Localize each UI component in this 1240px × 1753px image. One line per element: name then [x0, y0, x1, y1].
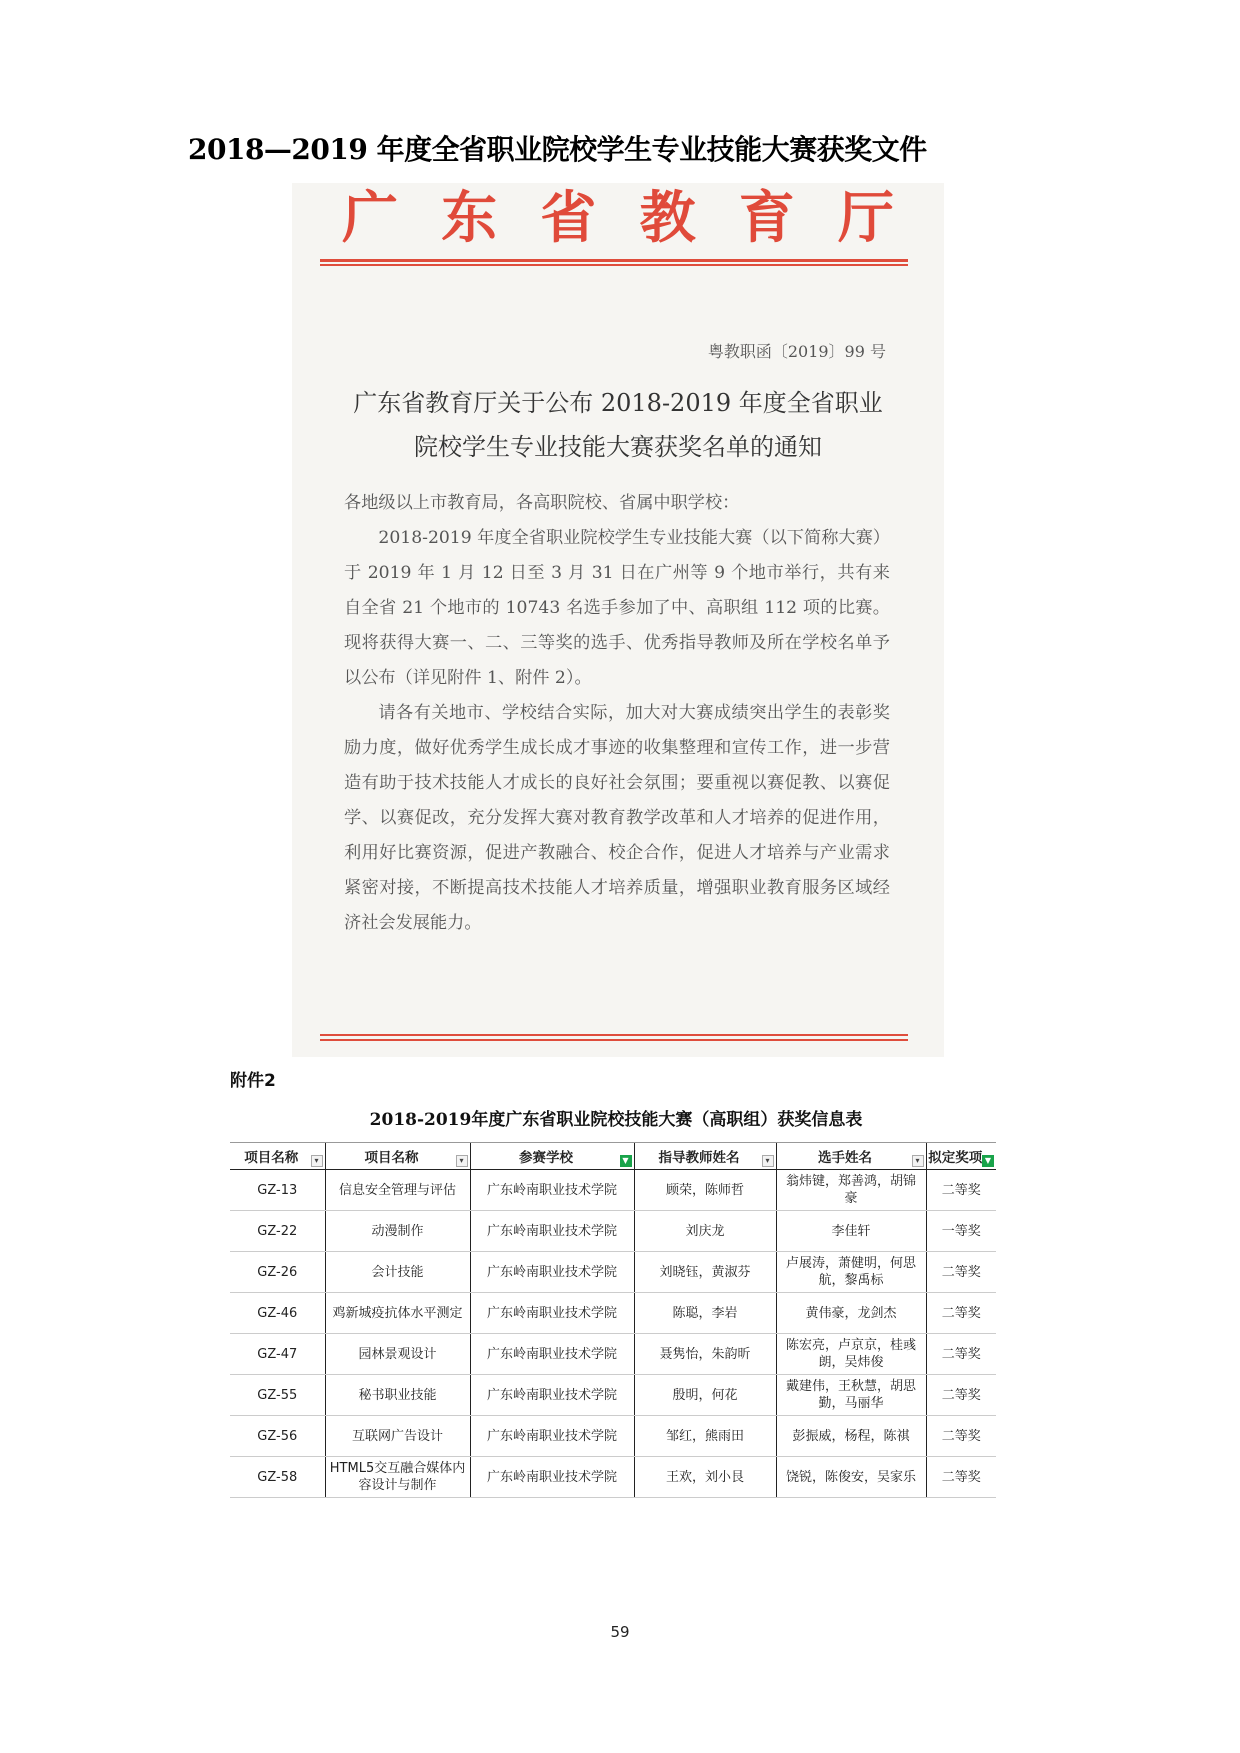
- page-number: 59: [610, 1623, 630, 1641]
- attachment-label: 附件2: [230, 1071, 276, 1091]
- cell-students: 陈宏亮，卢京京，桂彧朗，吴炜俊: [776, 1334, 926, 1375]
- cell-students: 翁炜键，郑善鸿，胡锦豪: [776, 1170, 926, 1211]
- cell-teachers: 殷明，何花: [634, 1375, 776, 1416]
- cell-school: 广东岭南职业技术学院: [470, 1416, 634, 1457]
- table-row: [230, 1334, 996, 1375]
- notice-paragraph-2: 请各有关地市、学校结合实际，加大对大赛成绩突出学生的表彰奖励力度，做好优秀学生成长成才事迹的收集整理和宣传工作，进一步营造有助于技术技能人才成长的良好社会氛围；要重视以赛促教、以赛促学、以赛促改，充分发挥大赛对教育教学改革和人才培养的促进作用，利用好比赛资源，促进产教融合、校企合作，促进人才培养与产业需求紧密对接，不断提高技术技能人才培养质量，增强职业教育服务区域经济社会发展能力。: [344, 703, 890, 933]
- cell-students: 饶锐，陈俊安，吴家乐: [776, 1457, 926, 1498]
- cell-school: 广东岭南职业技术学院: [470, 1334, 634, 1375]
- table-row: [230, 1170, 996, 1211]
- filter-active-icon[interactable]: ▼: [620, 1155, 632, 1167]
- cell-teachers: 王欢，刘小艮: [634, 1457, 776, 1498]
- table-row: [230, 1293, 996, 1334]
- header-cell[interactable]: 指导教师姓名 ▾: [634, 1143, 776, 1170]
- letterhead-rule: [320, 259, 908, 262]
- cell-teachers: 陈聪，李岩: [634, 1293, 776, 1334]
- cell-project: 会计技能: [325, 1252, 470, 1293]
- cell-school: 广东岭南职业技术学院: [470, 1170, 634, 1211]
- cell-school: 广东岭南职业技术学院: [470, 1252, 634, 1293]
- cell-teachers: 聂隽怡，朱韵昕: [634, 1334, 776, 1375]
- cell-code: GZ-56: [230, 1416, 325, 1457]
- cell-code: GZ-58: [230, 1457, 325, 1498]
- cell-students: 李佳轩: [776, 1211, 926, 1252]
- notice-paragraph-1: 2018-2019 年度全省职业院校学生专业技能大赛（以下简称大赛）于 2019 年 1 月 12 日至 3 月 31 日在广州等 9 个地市举行，共有来自全省 21 个地市的 10743 名选手参加了中、高职组 112 项的比赛。现将获得大赛一、二、三等奖的选手、优秀指导教师及所在学校名单予以公布（详见附件 1、附件 2）。: [344, 528, 890, 688]
- document-number: 粤教职函〔2019〕99 号: [707, 342, 886, 361]
- footer-rule-thin: [320, 1039, 908, 1041]
- header-cell[interactable]: 项目名称 ▾: [230, 1143, 325, 1170]
- cell-project: 鸡新城疫抗体水平测定: [325, 1293, 470, 1334]
- table-row: [230, 1252, 996, 1293]
- header-cell[interactable]: 拟定奖项 ▼: [926, 1143, 996, 1170]
- letterhead-char: 厅: [837, 185, 894, 251]
- cell-project: 互联网广告设计: [325, 1416, 470, 1457]
- awards-table-wrapper: [230, 1142, 996, 1498]
- letterhead-char: 教: [639, 185, 696, 251]
- cell-award: 二等奖: [926, 1375, 996, 1416]
- table-row: [230, 1457, 996, 1498]
- cell-teachers: 顾荣，陈师哲: [634, 1170, 776, 1211]
- cell-school: 广东岭南职业技术学院: [470, 1293, 634, 1334]
- notice-body: [344, 486, 890, 941]
- awards-table: [230, 1142, 996, 1498]
- cell-award: 一等奖: [926, 1211, 996, 1252]
- filter-dropdown-icon[interactable]: ▾: [456, 1155, 468, 1167]
- cell-teachers: 刘晓钰，黄淑芬: [634, 1252, 776, 1293]
- letterhead-rule-thin: [320, 264, 908, 266]
- cell-project: HTML5交互融合媒体内容设计与制作: [325, 1457, 470, 1498]
- cell-project: 秘书职业技能: [325, 1375, 470, 1416]
- cell-award: 二等奖: [926, 1252, 996, 1293]
- notice-title-line-2: 院校学生专业技能大赛获奖名单的通知: [414, 433, 822, 461]
- table-title: 2018-2019年度广东省职业院校技能大赛（高职组）获奖信息表: [369, 1110, 863, 1130]
- filter-dropdown-icon[interactable]: ▾: [311, 1155, 323, 1167]
- cell-code: GZ-13: [230, 1170, 325, 1211]
- table-header-row: [230, 1143, 996, 1170]
- notice-title-line-1: 广东省教育厅关于公布 2018-2019 年度全省职业: [353, 389, 883, 417]
- cell-students: 彭振威，杨程，陈祺: [776, 1416, 926, 1457]
- cell-award: 二等奖: [926, 1293, 996, 1334]
- cell-school: 广东岭南职业技术学院: [470, 1375, 634, 1416]
- cell-award: 二等奖: [926, 1457, 996, 1498]
- table-row: [230, 1375, 996, 1416]
- cell-teachers: 邹红，熊雨田: [634, 1416, 776, 1457]
- cell-teachers: 刘庆龙: [634, 1211, 776, 1252]
- letterhead-char: 广: [342, 185, 398, 251]
- page-heading: 2018—2019 年度全省职业院校学生专业技能大赛获奖文件: [188, 133, 927, 166]
- cell-school: 广东岭南职业技术学院: [470, 1211, 634, 1252]
- header-cell[interactable]: 选手姓名 ▾: [776, 1143, 926, 1170]
- cell-code: GZ-47: [230, 1334, 325, 1375]
- header-cell[interactable]: 项目名称 ▾: [325, 1143, 470, 1170]
- cell-code: GZ-46: [230, 1293, 325, 1334]
- cell-project: 园林景观设计: [325, 1334, 470, 1375]
- letterhead-char: 育: [738, 185, 795, 251]
- filter-active-icon[interactable]: ▼: [982, 1155, 994, 1167]
- cell-students: 黄伟豪，龙剑杰: [776, 1293, 926, 1334]
- salutation: 各地级以上市教育局，各高职院校、省属中职学校：: [344, 493, 740, 513]
- footer-rule: [320, 1034, 908, 1036]
- cell-code: GZ-55: [230, 1375, 325, 1416]
- cell-students: 卢展涛，萧健明，何思航，黎禹标: [776, 1252, 926, 1293]
- table-row: [230, 1211, 996, 1252]
- cell-award: 二等奖: [926, 1334, 996, 1375]
- cell-award: 二等奖: [926, 1416, 996, 1457]
- letterhead-char: 东: [441, 185, 498, 251]
- table-row: [230, 1416, 996, 1457]
- cell-code: GZ-22: [230, 1211, 325, 1252]
- letterhead-char: 省: [540, 185, 597, 251]
- cell-school: 广东岭南职业技术学院: [470, 1457, 634, 1498]
- filter-dropdown-icon[interactable]: ▾: [912, 1155, 924, 1167]
- filter-dropdown-icon[interactable]: ▾: [762, 1155, 774, 1167]
- header-cell[interactable]: 参赛学校 ▼: [470, 1143, 634, 1170]
- cell-students: 戴建伟，王秋慧，胡思勤，马丽华: [776, 1375, 926, 1416]
- letterhead: [312, 183, 924, 253]
- cell-project: 动漫制作: [325, 1211, 470, 1252]
- cell-project: 信息安全管理与评估: [325, 1170, 470, 1211]
- scanned-notice: [292, 183, 944, 1057]
- cell-award: 二等奖: [926, 1170, 996, 1211]
- cell-code: GZ-26: [230, 1252, 325, 1293]
